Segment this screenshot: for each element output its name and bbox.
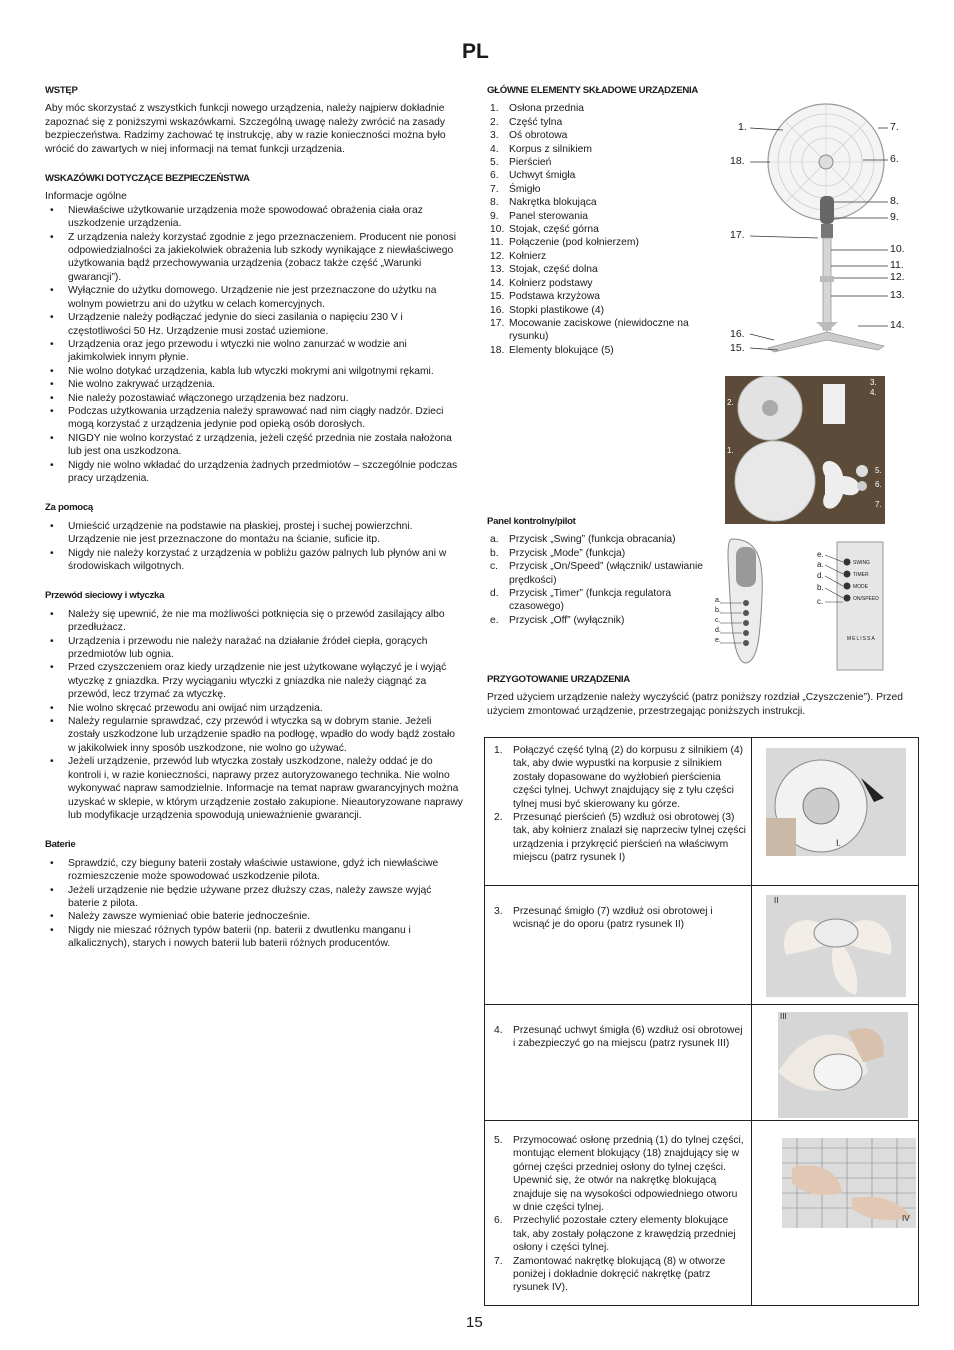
remote-button-label: SWING [853, 560, 870, 566]
figure-label: II [774, 896, 779, 905]
photo-label: 1. [727, 446, 734, 455]
safety-title: WSKAZÓWKI DOTYCZĄCE BEZPIECZEŃSTWA [45, 173, 250, 185]
figure-label: III [780, 1012, 787, 1021]
remote-button-label: MODE [853, 584, 868, 590]
list-item: • Urządzenia oraz jego przewodu i wtyczki nie wolno zanurzać w wodzie ani jakimkolwiek innym płynie. [45, 338, 463, 365]
list-item: 8. Nakrętka blokująca [490, 197, 597, 209]
list-item: • Nie należy pozostawiać włączonego urządzenia bez nadzoru. [45, 392, 463, 405]
components-title: GŁÓWNE ELEMENTY SKŁADOWE URZĄDZENIA [487, 85, 699, 96]
list-item: • Należy regularnie sprawdzać, czy przewód i wtyczka są w dobrym stanie. Jeżeli zostały uszkodzone lub urządzenie spadło na podłogę, wpadło do wody bądź zostało w jakikolwiek inny sposób uszkodzone, nie wolno go używać. [45, 715, 463, 755]
control-panel-drawing [712, 537, 772, 665]
figure-2-photo [766, 895, 906, 997]
left-column [45, 84, 463, 967]
diagram-label: 12. [890, 271, 905, 283]
list-item: 7. Zamontować nakrętkę blokującą (8) w otworze poniżej i dokładnie dokręcić nakrętkę (patrz rysunek IV). [494, 1255, 726, 1294]
list-item: c. Przycisk „On/Speed” (włącznik/ ustawianie prędkości) [490, 561, 703, 586]
list-item: • Podczas użytkowania urządzenia należy sprawować nad nim ciągły nadzór. Dzieci mogą korzystać z urządzenia jedynie pod opieką osób dorosłych. [45, 405, 463, 432]
parts-photo-illustration [725, 376, 885, 524]
remote-label: a. [817, 560, 824, 569]
safety-subtitle: Informacje ogólne [45, 191, 127, 203]
diagram-label: 14. [890, 319, 905, 331]
list-item: 15. Podstawa krzyżowa [490, 291, 600, 303]
list-item: 5. Pierścień [490, 157, 552, 169]
photo-label: 3. [870, 378, 877, 387]
list-item: 10. Stojak, część górna [490, 224, 599, 236]
list-item: • Należy zawsze wymieniać obie baterie jednocześnie. [45, 910, 463, 923]
list-item: 3. Przesunąć śmigło (7) wzdłuż osi obrotowej i wcisnąć je do oporu (patrz rysunek II) [494, 906, 713, 931]
step-list [491, 905, 747, 932]
diagram-label: 15. [730, 342, 745, 354]
list-item: 4. Korpus z silnikiem [490, 143, 592, 155]
table-row [485, 738, 918, 886]
panel-title: Panel kontrolny/pilot [487, 516, 576, 527]
diagram-label: 13. [890, 289, 905, 301]
diagram-label: 16. [730, 328, 745, 340]
remote-label: e. [817, 550, 824, 559]
list-item: 14. Kołnierz podstawy [490, 277, 593, 289]
diagram-label: 10. [890, 243, 905, 255]
intro-title: WSTĘP [45, 85, 78, 96]
figure-cell [751, 885, 918, 1004]
components-list [487, 102, 722, 357]
help-section [45, 501, 463, 573]
panel-label: d. [715, 627, 721, 634]
panel-label: b. [715, 607, 721, 614]
control-panel-illustration [712, 537, 772, 665]
diagram-label: 9. [890, 211, 899, 223]
prep-text: Przed użyciem urządzenie należy wyczyścić (patrz poniższy rozdział „Czyszczenie”). Przed użyciem zmontować urządzenie, przestrzegając poniższych instrukcji. [487, 692, 904, 717]
prep-section [487, 673, 907, 718]
safety-list [45, 204, 463, 486]
list-item: 17. Mocowanie zaciskowe (niewidoczne na rysunku) [490, 317, 689, 343]
photo-label: 2. [727, 398, 734, 407]
diagram-label: 6. [890, 153, 899, 165]
diagram-label: 11. [890, 259, 904, 271]
diagram-label: 18. [730, 155, 745, 167]
remote-button-label: TIMER [853, 572, 869, 578]
list-item: 4. Przesunąć uchwyt śmigła (6) wzdłuż osi obrotowej i zabezpieczyć go na miejscu (patrz rysunek III) [494, 1025, 743, 1050]
list-item: 2. Przesunąć pierścień (5) wzdłuż osi obrotowej (3) tak, aby kołnierz znalazł się naprzeciw tylnej części urządzenia i przykręcić pierścień na właściwym miejscu (patrz rysunek I) [494, 812, 746, 864]
diagram-label: 8. [890, 195, 899, 207]
remote-brand: MELISSA [847, 636, 876, 642]
help-title: Za pomocą [45, 502, 93, 514]
photo-label: 7. [875, 500, 882, 509]
list-item: 5. Przymocować osłonę przednią (1) do tylnej części, montując element blokujący (18) znajdujący się w górnej części przedniej osłony do tylnej części. Upewnić się, że otwór na nakrętkę blokującą znajduje się na wysokości odpowiedniego otworu w dnie części tylnej. [494, 1135, 744, 1214]
panel-label: a. [715, 597, 721, 604]
list-item: 11. Połączenie (pod kołnierzem) [490, 237, 639, 249]
battery-section [45, 838, 463, 950]
remote-drawing [815, 540, 885, 672]
list-item: a. Przycisk „Swing” (funkcja obracania) [490, 534, 676, 546]
figure-4-photo [782, 1138, 916, 1228]
assembly-table [484, 737, 919, 1306]
list-item: • Nigdy nie mieszać różnych typów baterii (np. baterii z dwutlenku manganu i alkalicznych), starych i nowych baterii lub baterii różnych producentów. [45, 924, 463, 951]
list-item: • Urządzenie należy podłączać jedynie do sieci zasilania o napięciu 230 V i częstotliwości 50 Hz. Urządzenie musi zostać uziemione. [45, 311, 463, 338]
parts-photo [725, 376, 885, 524]
remote-label: d. [817, 571, 824, 580]
list-item: 9. Panel sterowania [490, 210, 588, 222]
list-item: 13. Stojak, część dolna [490, 264, 598, 276]
figure-cell [751, 1004, 918, 1120]
list-item: • Jeżeli urządzenie, przewód lub wtyczka zostały uszkodzone, należy oddać je do kontroli i, w razie konieczności, naprawy przez autoryzowanego technika. Nie wolno wykonywać napraw samodzielnie. Informacje na temat napraw gwarancyjnych można uzyskać w sklepie, w którym urządzenie zostało zakupione. Nieautoryzowane naprawy lub modyfikacje urządzenia spowodują unieważnienie gwarancji. [45, 755, 463, 822]
list-item: 7. Śmigło [490, 183, 541, 195]
photo-label: 4. [870, 388, 877, 397]
list-item: b. Przycisk „Mode” (funkcja) [490, 547, 626, 559]
remote-label: c. [817, 597, 824, 606]
panel-section [487, 515, 722, 627]
list-item: • Nigdy nie wolno wkładać do urządzenia żadnych przedmiotów – szczególnie podczas pracy urządzenia. [45, 459, 463, 486]
remote-label: b. [817, 583, 824, 592]
figure-cell [751, 738, 918, 885]
figure-label: I. [836, 838, 842, 848]
diagram-label: 7. [890, 121, 899, 133]
photo-label: 6. [875, 480, 882, 489]
cord-title: Przewód sieciowy i wtyczka [45, 590, 165, 602]
diagram-label: 17. [730, 229, 745, 241]
intro-section [45, 84, 463, 156]
table-row [485, 885, 918, 1005]
safety-section [45, 172, 463, 485]
page-number: 15 [466, 1314, 483, 1331]
battery-title: Baterie [45, 839, 76, 851]
list-item: 6. Przechylić pozostałe cztery elementy blokujące tak, aby zostały połączone z krawędzią przedniej osłony i części tylnej. [494, 1215, 736, 1254]
list-item: • Nigdy nie należy korzystać z urządzenia w pobliżu gazów palnych lub płynów ani w środowiskach wilgotnych. [45, 547, 463, 574]
list-item: 6. Uchwyt śmigła [490, 170, 576, 182]
list-item: • NIGDY nie wolno korzystać z urządzenia, jeżeli część przednia nie została nałożona lub jest ona uszkodzona. [45, 432, 463, 459]
fan-diagram [728, 100, 918, 360]
panel-label: e. [715, 637, 721, 644]
list-item: 16. Stopki plastikowe (4) [490, 304, 604, 316]
list-item: 12. Kołnierz [490, 250, 547, 262]
list-item: • Należy się upewnić, że nie ma możliwości potknięcia się o przewód zasilający albo przedłużacz. [45, 608, 463, 635]
diagram-label: 1. [738, 121, 747, 133]
prep-title: PRZYGOTOWANIE URZĄDZENIA [487, 674, 630, 685]
list-item: 18. Elementy blokujące (5) [490, 344, 614, 356]
step-list [491, 1024, 747, 1051]
components-section [487, 84, 722, 357]
list-item: • Umieścić urządzenie na podstawie na płaskiej, prostej i suchej powierzchni. Urządzenie nie jest przeznaczone do montażu na ścianie, suficie itp. [45, 520, 463, 547]
list-item: 2. Część tylna [490, 116, 563, 128]
battery-list [45, 857, 463, 951]
list-item: 3. Oś obrotowa [490, 130, 568, 142]
figure-cell [751, 1120, 918, 1305]
list-item: • Sprawdzić, czy bieguny baterii zostały właściwie ustawione, gdyż ich niewłaściwe rozmieszczenie może spowodować uszkodzenie pilota. [45, 857, 463, 884]
list-item: 1. Połączyć część tylną (2) do korpusu z silnikiem (4) tak, aby dwie wypustki na korpusie z silnikiem zostały dopasowane do wyżłobień pierścienia części tylnej. Uchwyt znajdujący się z tyłu części tylnej musi być skierowany ku górze. [494, 745, 744, 810]
list-item: 1. Osłona przednia [490, 103, 584, 115]
list-item: d. Przycisk „Timer” (funkcja regulatora czasowego) [490, 588, 672, 613]
help-list [45, 520, 463, 574]
step-list [491, 1134, 747, 1295]
list-item: • Urządzenia i przewodu nie należy narażać na działanie źródeł ciepła, gorących przedmiotów lub ognia. [45, 635, 463, 662]
list-item: e. Przycisk „Off” (wyłącznik) [490, 614, 625, 626]
list-item: • Z urządzenia należy korzystać zgodnie z jego przeznaczeniem. Producent nie ponosi odpowiedzialności za jakiekolwiek obrażenia lub szkody wynikające z niewłaściwego użytkowania bądź przechowywania urządzenia (zobacz także część „Warunki gwarancji”). [45, 231, 463, 285]
remote-button-label: ON/SPEED [853, 596, 879, 602]
figure-3-photo [778, 1012, 908, 1118]
panel-label: c. [715, 617, 721, 624]
list-item: • Nie wolno skręcać przewodu ani owijać nim urządzenia. [45, 702, 463, 715]
list-item: • Jeżeli urządzenie nie będzie używane przez dłuższy czas, należy zawsze wyjąć baterie z pilota. [45, 884, 463, 911]
list-item: • Nie wolno zakrywać urządzenia. [45, 378, 463, 391]
cord-list [45, 608, 463, 823]
panel-list [487, 533, 722, 627]
list-item: • Niewłaściwe użytkowanie urządzenia może spowodować obrażenia ciała oraz uszkodzenie urządzenia. [45, 204, 463, 231]
list-item: • Nie wolno dotykać urządzenia, kabla lub wtyczki mokrymi ani wilgotnymi rękami. [45, 365, 463, 378]
list-item: • Przed czyszczeniem oraz kiedy urządzenie nie jest użytkowane wyłączyć je i wyjąć wtyczkę z gniazdka. Przy wyciąganiu wtyczki z gniazdka nie należy ciągnąć za przewód, lecz trzymać za wtyczkę. [45, 661, 463, 701]
figure-label: IV [902, 1214, 910, 1223]
table-row [485, 1004, 918, 1121]
list-item: • Wyłącznie do użytku domowego. Urządzenie nie jest przeznaczone do użytku na wolnym powietrzu ani do użytku w celach komercyjnych. [45, 284, 463, 311]
cord-section [45, 589, 463, 822]
intro-text: Aby móc skorzystać z wszystkich funkcji nowego urządzenia, należy najpierw dokładnie zapoznać się z poniższymi wskazówkami. Szczególną uwagę należy zwrócić na zasady bezpieczeństwa. Radzimy zachować tę instrukcję, aby w razie konieczności można było wrócić do zawartych w niej informacji na temat funkcji urządzenia. [45, 103, 446, 155]
language-code: PL [462, 40, 489, 63]
photo-label: 5. [875, 466, 882, 475]
remote-illustration [815, 540, 885, 672]
table-row [485, 1120, 918, 1305]
step-list [491, 744, 747, 865]
